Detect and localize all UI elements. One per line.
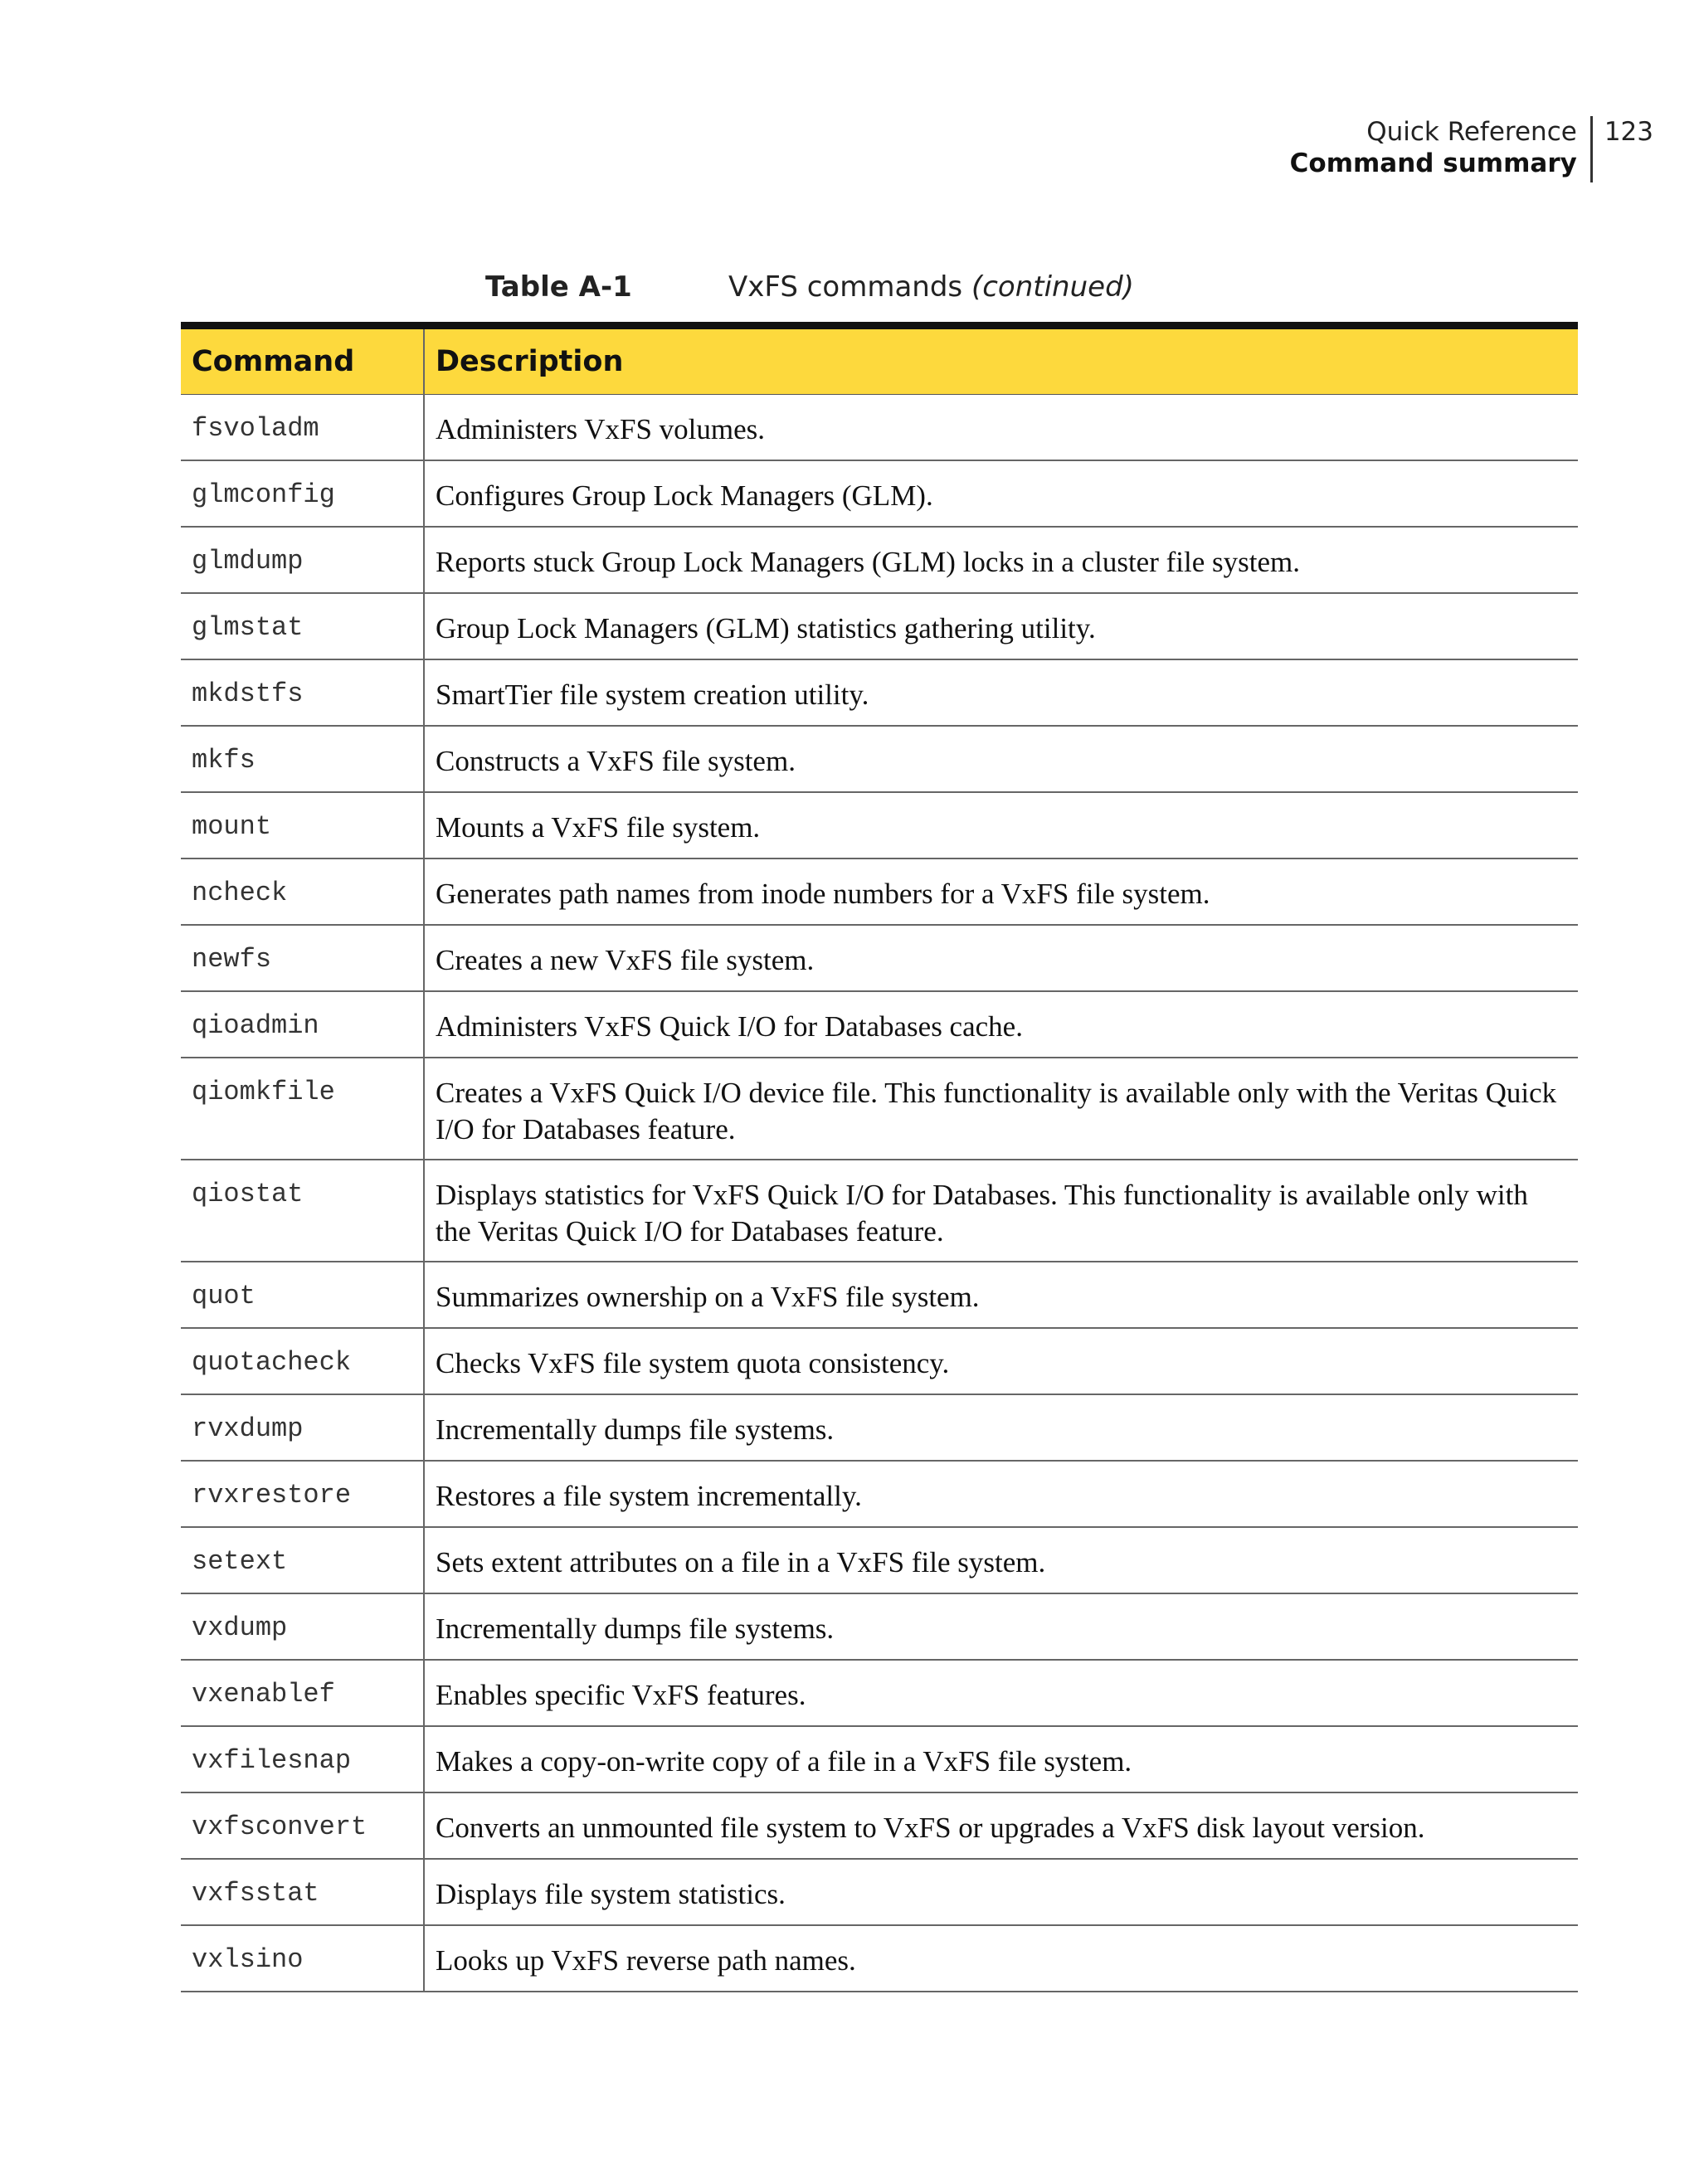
running-header <box>1290 116 1593 182</box>
header-subsection-title: Command summary <box>1289 148 1577 178</box>
command-name: ncheck <box>192 878 288 908</box>
table-row <box>181 1160 1578 1262</box>
command-cell <box>181 1394 424 1461</box>
command-name: qiostat <box>192 1179 304 1209</box>
command-name: vxfsstat <box>192 1878 319 1909</box>
description-cell <box>424 1660 1578 1726</box>
table-row <box>181 1328 1578 1394</box>
command-description: Summarizes ownership on a VxFS file system. <box>436 1281 980 1313</box>
command-name: quot <box>192 1281 256 1311</box>
table-row <box>181 1859 1578 1925</box>
table-header-row <box>181 326 1578 395</box>
command-cell <box>181 1859 424 1925</box>
description-cell <box>424 1461 1578 1527</box>
table-caption-title <box>728 270 1134 304</box>
description-cell <box>424 925 1578 991</box>
description-cell <box>424 1328 1578 1394</box>
command-description: Configures Group Lock Managers (GLM). <box>436 479 933 512</box>
command-description: Enables specific VxFS features. <box>436 1679 806 1711</box>
description-cell <box>424 1593 1578 1660</box>
page-header <box>1290 116 1653 182</box>
command-cell <box>181 395 424 461</box>
table-body <box>181 395 1578 1992</box>
command-name: newfs <box>192 944 272 975</box>
table-caption-note: (continued) <box>971 270 1134 304</box>
header-section-title: Quick Reference <box>1366 117 1577 147</box>
table-row <box>181 1726 1578 1792</box>
description-cell <box>424 593 1578 659</box>
description-cell <box>424 1859 1578 1925</box>
table-row <box>181 659 1578 726</box>
command-description: Group Lock Managers (GLM) statistics gathering utility. <box>436 612 1096 644</box>
description-cell <box>424 395 1578 461</box>
command-cell <box>181 1593 424 1660</box>
command-cell <box>181 726 424 792</box>
command-name: mount <box>192 811 272 842</box>
description-cell <box>424 460 1578 527</box>
command-name: vxfilesnap <box>192 1745 352 1776</box>
description-cell <box>424 1058 1578 1160</box>
command-description: Constructs a VxFS file system. <box>436 745 796 777</box>
table-row <box>181 1394 1578 1461</box>
column-header-command: Command <box>181 326 424 395</box>
command-name: vxdump <box>192 1612 288 1643</box>
command-cell <box>181 1328 424 1394</box>
description-cell <box>424 1394 1578 1461</box>
description-cell <box>424 1262 1578 1328</box>
command-description: Checks VxFS file system quota consistency. <box>436 1347 950 1379</box>
command-cell <box>181 593 424 659</box>
description-cell <box>424 991 1578 1058</box>
table-row <box>181 792 1578 859</box>
command-cell <box>181 859 424 925</box>
table-row <box>181 460 1578 527</box>
command-description: Administers VxFS volumes. <box>436 413 766 445</box>
description-cell <box>424 527 1578 593</box>
table-row <box>181 593 1578 659</box>
command-cell <box>181 527 424 593</box>
command-description: Administers VxFS Quick I/O for Databases cache. <box>436 1010 1023 1043</box>
table-caption-label: Table A-1 <box>485 270 632 304</box>
description-cell <box>424 1160 1578 1262</box>
table-row <box>181 1262 1578 1328</box>
table-caption <box>485 270 1134 304</box>
command-description: Incrementally dumps file systems. <box>436 1612 835 1645</box>
command-description: Incrementally dumps file systems. <box>436 1413 835 1446</box>
table-row <box>181 1461 1578 1527</box>
command-name: quotacheck <box>192 1347 352 1378</box>
command-description: Creates a VxFS Quick I/O device file. This functionality is available only with the Veritas Quick I/O for Databases feature. <box>436 1077 1557 1146</box>
table-row <box>181 1058 1578 1160</box>
command-description: Looks up VxFS reverse path names. <box>436 1944 856 1977</box>
table-row <box>181 395 1578 461</box>
table-row <box>181 726 1578 792</box>
command-description: Displays file system statistics. <box>436 1878 786 1910</box>
command-description: Sets extent attributes on a file in a VxFS file system. <box>436 1546 1046 1578</box>
command-name: vxlsino <box>192 1944 304 1975</box>
command-name: glmdump <box>192 546 304 576</box>
command-name: fsvoladm <box>192 413 319 444</box>
command-cell <box>181 792 424 859</box>
command-description: Mounts a VxFS file system. <box>436 811 761 844</box>
table-row <box>181 991 1578 1058</box>
command-cell <box>181 1527 424 1593</box>
command-name: qiomkfile <box>192 1077 335 1107</box>
command-cell <box>181 1058 424 1160</box>
table-row <box>181 527 1578 593</box>
table-row <box>181 859 1578 925</box>
table-row <box>181 1925 1578 1992</box>
command-name: qioadmin <box>192 1010 319 1041</box>
command-description: Generates path names from inode numbers for a VxFS file system. <box>436 878 1210 910</box>
command-description: Makes a copy-on-write copy of a file in a VxFS file system. <box>436 1745 1132 1778</box>
command-cell <box>181 1925 424 1992</box>
description-cell <box>424 1792 1578 1859</box>
command-name: rvxrestore <box>192 1480 352 1510</box>
command-cell <box>181 1792 424 1859</box>
command-name: vxenablef <box>192 1679 335 1710</box>
command-description: Reports stuck Group Lock Managers (GLM) locks in a cluster file system. <box>436 546 1300 578</box>
commands-table <box>181 322 1578 1992</box>
description-cell <box>424 1527 1578 1593</box>
command-name: rvxdump <box>192 1413 304 1444</box>
table-row <box>181 1527 1578 1593</box>
command-cell <box>181 1726 424 1792</box>
command-name: glmconfig <box>192 479 335 510</box>
command-cell <box>181 1461 424 1527</box>
table-row <box>181 1593 1578 1660</box>
command-name: glmstat <box>192 612 304 643</box>
description-cell <box>424 726 1578 792</box>
command-name: setext <box>192 1546 288 1577</box>
command-description: SmartTier file system creation utility. <box>436 679 869 711</box>
table-caption-title-text: VxFS commands <box>728 270 963 304</box>
command-name: mkfs <box>192 745 256 776</box>
command-cell <box>181 659 424 726</box>
description-cell <box>424 859 1578 925</box>
page-number: 123 <box>1604 117 1653 147</box>
table-row <box>181 1792 1578 1859</box>
command-description: Converts an unmounted file system to VxFS or upgrades a VxFS disk layout version. <box>436 1812 1425 1844</box>
description-cell <box>424 1726 1578 1792</box>
table-row <box>181 925 1578 991</box>
command-cell <box>181 925 424 991</box>
command-cell <box>181 1160 424 1262</box>
description-cell <box>424 792 1578 859</box>
command-cell <box>181 991 424 1058</box>
command-description: Restores a file system incrementally. <box>436 1480 862 1512</box>
command-cell <box>181 460 424 527</box>
command-name: vxfsconvert <box>192 1812 368 1842</box>
column-header-description: Description <box>424 326 1578 395</box>
description-cell <box>424 1925 1578 1992</box>
command-description: Creates a new VxFS file system. <box>436 944 815 976</box>
command-name: mkdstfs <box>192 679 304 709</box>
command-cell <box>181 1262 424 1328</box>
command-cell <box>181 1660 424 1726</box>
table-row <box>181 1660 1578 1726</box>
description-cell <box>424 659 1578 726</box>
command-description: Displays statistics for VxFS Quick I/O for Databases. This functionality is available only with the Veritas Quick I/O for Databases feature. <box>436 1179 1528 1248</box>
